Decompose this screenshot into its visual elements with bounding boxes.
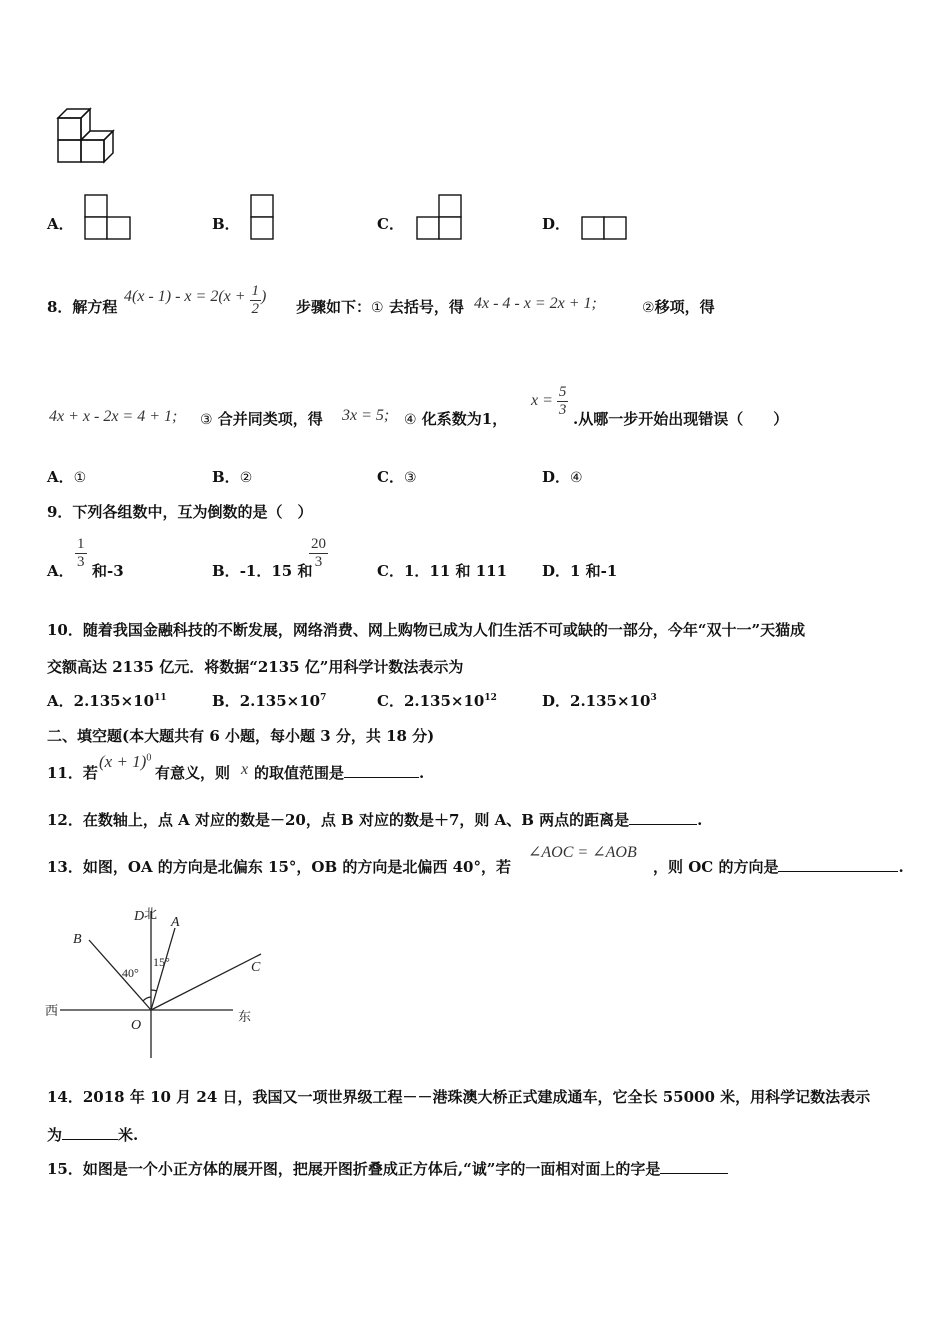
q10-option-d-exp: 3 [650, 693, 657, 703]
q9-option-c-letter: C． [377, 562, 404, 580]
q10-option-b-letter: B． [212, 692, 240, 710]
q9-option-d [542, 560, 617, 581]
q8-step4-eq: x = [531, 392, 553, 410]
q8-option-d-letter: D． [542, 468, 571, 486]
q9-option-b [212, 560, 312, 581]
q9-option-c [377, 560, 507, 581]
q9-option-b-letter: B． [212, 562, 240, 580]
label-east: 东 [238, 1010, 252, 1025]
q10-option-d-base: 2.135×10 [570, 692, 651, 710]
q10-option-a-base: 2.135×10 [73, 692, 155, 710]
q8-step4-line: ④ 化系数为1， [404, 410, 508, 428]
q9-option-a-num: 1 [77, 536, 85, 552]
q13-prefix: 13．如图，OA 的方向是北偏东 15°，OB 的方向是北偏西 40°，若 [47, 858, 511, 876]
q12-answer-blank[interactable] [629, 810, 697, 825]
q7-option-c-view [415, 193, 465, 241]
q10-option-b [212, 690, 326, 711]
q11-expr-base: (x + 1) [99, 752, 147, 771]
q13-middle: ，则 OC 的方向是 [653, 858, 779, 876]
q7-option-d-view [580, 215, 630, 241]
q9-option-d-letter: D． [542, 562, 571, 580]
q9-option-c-text: 1．11 和 111 [403, 562, 508, 580]
q9-option-b-num: 20 [311, 536, 326, 552]
q10-line1: 10．随着我国金融科技的不断发展，网络消费、网上购物已成为人们生活不可或缺的一部分，今年“双十一”天猫成 [47, 621, 806, 639]
q14-prefix2: 为 [47, 1126, 63, 1144]
q11-expr [99, 752, 151, 772]
q8-option-b-letter: B． [212, 468, 240, 486]
angle-arc-b [143, 997, 151, 1001]
label-west: 西 [45, 1004, 59, 1019]
q12-end: . [697, 811, 703, 829]
q8-option-b-value: ② [239, 470, 253, 486]
q11-prefix: 11．若 [47, 764, 98, 782]
q10-option-d [542, 690, 657, 711]
section2-heading: 二、填空题(本大题共有 6 小题，每小题 3 分，共 18 分) [47, 727, 435, 745]
q8-step4-fraction [557, 384, 569, 419]
q7-option-c-label: C． [377, 215, 404, 233]
q8-option-d-value: ④ [570, 470, 583, 486]
q8-option-d [542, 466, 583, 487]
q8-option-c [377, 466, 417, 487]
q8-option-b [212, 466, 252, 487]
q10-option-d-letter: D． [542, 692, 571, 710]
q9-stem: 9．下列各组数中，互为倒数的是（ ） [47, 503, 313, 521]
q13-condition: ∠AOC = ∠AOB [528, 844, 637, 861]
q8-step3-text: 合并同类项，得 [217, 410, 323, 428]
q10-option-b-exp: 7 [320, 693, 327, 703]
q9-option-a-letter: A． [47, 562, 74, 580]
q9-option-b-den: 3 [314, 554, 323, 570]
q14-answer-blank[interactable] [62, 1125, 118, 1140]
q8-half-fraction [250, 283, 262, 318]
q8-step3-eq: 3x = 5; [342, 407, 390, 424]
label-angle-40: 40° [122, 966, 139, 980]
q7-option-d-label: D． [542, 215, 571, 233]
q15-answer-blank[interactable] [660, 1159, 728, 1174]
q12-text: 12．在数轴上，点 A 对应的数是－20，点 B 对应的数是＋7，则 A、B 两点的距离是 [47, 811, 630, 829]
q11-var: x [241, 761, 249, 778]
q9-option-b-text: -1．15 和 [239, 562, 313, 580]
q8-option-a-letter: A． [47, 468, 74, 486]
q8-option-c-value: ③ [403, 470, 417, 486]
q10-line2: 交额高达 2135 亿元．将数据“2135 亿”用科学计数法表示为 [47, 658, 464, 676]
q10-option-a-exp: 11 [154, 693, 167, 703]
q10-option-c-exp: 12 [484, 693, 497, 703]
q7-option-a-label: A． [47, 215, 74, 233]
q7-option-a-view [83, 193, 133, 241]
q8-equation-close: ) [261, 288, 267, 305]
q8-steps-line1: 步骤如下：① 去括号，得 [296, 298, 464, 316]
q8-step4-den: 3 [558, 402, 567, 418]
q7-option-b-label: B． [212, 215, 240, 233]
q8-equation [124, 283, 266, 318]
q11-expr-exp: 0 [146, 752, 152, 764]
q10-option-a-letter: A． [47, 692, 74, 710]
q7-solid-figure [52, 103, 122, 167]
q8-option-c-letter: C． [377, 468, 404, 486]
q9-option-d-text: 1 和-1 [570, 562, 618, 580]
q8-step4-num: 5 [558, 384, 567, 400]
q15-text: 15．如图是一个小正方体的展开图，把展开图折叠成正方体后,“诚”字的一面相对面上的字是 [47, 1160, 661, 1178]
q10-option-c [377, 690, 497, 711]
q8-steps-intro: 步骤如下： [296, 298, 372, 316]
q13-answer-blank[interactable] [778, 857, 898, 872]
label-d: D [134, 909, 145, 924]
q8-step1-eq: 4x - 4 - x = 2x + 1; [474, 295, 597, 312]
q11-end: . [419, 764, 425, 782]
label-north: 北 [144, 907, 158, 922]
q10-option-c-letter: C． [377, 692, 404, 710]
q10-option-c-base: 2.135×10 [403, 692, 485, 710]
label-c: C [251, 960, 261, 975]
q11-answer-blank[interactable] [344, 763, 419, 778]
q8-question: .从哪一步开始出现错误（ ） [573, 410, 789, 428]
q8-step4-text: 化系数为1， [421, 410, 508, 428]
q11-middle: 有意义，则 [155, 764, 231, 782]
angle-arc-a [151, 990, 157, 991]
q13-end: . [898, 858, 904, 876]
q9-option-a-rest: 和-3 [92, 562, 124, 580]
q13-tail [653, 856, 904, 877]
label-a: A [171, 915, 180, 930]
q8-half-num: 1 [251, 283, 260, 299]
q8-step1-text: 去括号，得 [388, 298, 464, 316]
q8-option-a [47, 466, 86, 487]
q8-step2-text: 移项，得 [654, 298, 715, 316]
q7-option-b-view [249, 193, 277, 241]
q14-suffix2: 米. [118, 1126, 139, 1144]
q13-direction-figure [40, 893, 270, 1065]
q8-prefix: 8．解方程 [47, 298, 118, 316]
q8-step2-line: ②移项，得 [642, 298, 715, 316]
q10-option-b-base: 2.135×10 [239, 692, 321, 710]
q8-half-den: 2 [251, 301, 260, 317]
q9-option-b-fraction [309, 536, 328, 571]
q14-line2 [47, 1124, 138, 1145]
q11-suffix [254, 762, 424, 783]
q14-line1: 14．2018 年 10 月 24 日，我国又一项世界级工程－－港珠澳大桥正式建成通车，它全长 55000 米，用科学记数法表示 [47, 1088, 871, 1106]
q8-equation-left: 4(x - 1) - x = 2(x + [124, 288, 250, 305]
q8-step4-math [531, 384, 568, 419]
q11-suffix-text: 的取值范围是 [254, 764, 345, 782]
q8-step2-eq: 4x + x - 2x = 4 + 1; [49, 408, 178, 425]
q10-option-a [47, 690, 167, 711]
q8-option-a-value: ① [73, 470, 87, 486]
ray-oa [151, 928, 175, 1010]
q9-option-a-fraction [75, 536, 87, 571]
q9-option-a-den: 3 [77, 554, 85, 570]
q8-step3-line: ③ 合并同类项，得 [200, 410, 323, 428]
q15-question [47, 1158, 728, 1179]
label-b: B [73, 932, 82, 947]
ray-ob [89, 940, 151, 1010]
label-angle-15: 15° [153, 955, 170, 969]
label-o: O [131, 1018, 142, 1033]
q12-question [47, 809, 702, 830]
